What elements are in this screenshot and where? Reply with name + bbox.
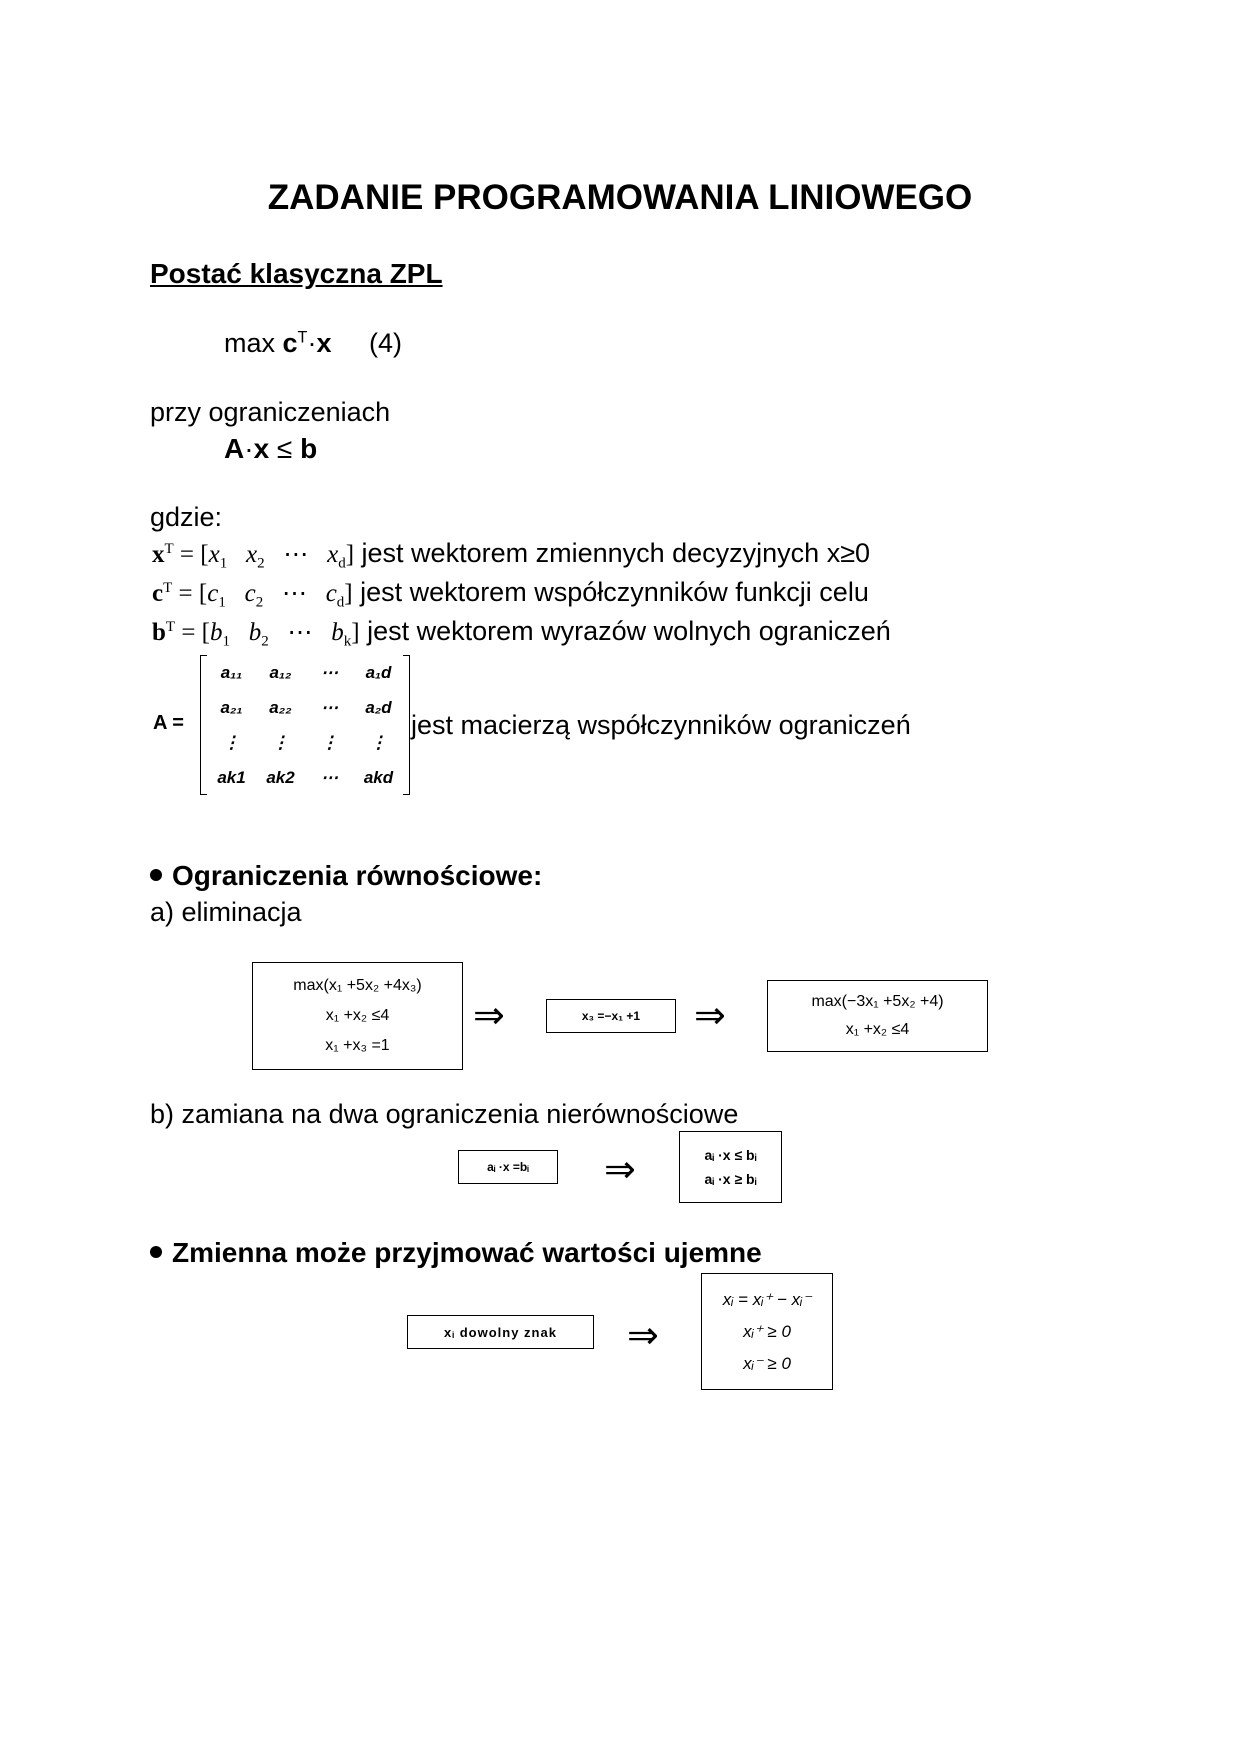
bullet-equality-constraints — [150, 860, 542, 892]
formula-token: = [ — [175, 619, 211, 646]
elimination-original-box — [252, 962, 463, 1070]
constraint-formula — [224, 433, 317, 465]
bullet-text: Zmienna może przyjmować wartości ujemne — [172, 1237, 762, 1268]
bullet-text: Ograniczenia równościowe: — [172, 860, 543, 891]
formula-token: ≤ — [269, 433, 301, 464]
definition-text: jest wektorem współczynników funkcji celu — [360, 577, 869, 607]
formula-token — [227, 541, 246, 568]
objective-formula — [224, 328, 402, 359]
box-line: max(−3x₁ +5x₂ +4) — [811, 993, 944, 1010]
matrix-cell: akd — [363, 767, 394, 787]
bullet-icon — [150, 1246, 162, 1258]
bullet-icon — [150, 869, 162, 881]
formula-token: $x_2$ — [245, 541, 265, 572]
box-line: x₁ +x₂ ≤4 — [845, 1021, 910, 1038]
formula-token: · — [307, 328, 317, 358]
formula-token: $x_d$ — [327, 541, 346, 572]
box-line: x₁ +x₃ =1 — [325, 1037, 390, 1054]
formula-token: $c_2$ — [244, 580, 264, 611]
matrix-cell: ak2 — [266, 767, 295, 787]
formula-token: $c^T$ — [282, 328, 308, 358]
implies-arrow: ⇒ — [473, 993, 505, 1037]
variable-split-box — [701, 1273, 833, 1390]
implies-arrow: ⇒ — [694, 993, 726, 1037]
formula-token: A — [224, 433, 245, 464]
subheading-elimination: a) eliminacja — [150, 897, 302, 927]
formula-token: ] — [345, 541, 355, 568]
inequalities-box — [679, 1131, 782, 1203]
matrix-cell: a₂₂ — [269, 697, 292, 717]
formula-token: ] — [344, 580, 353, 607]
definition-text: jest wektorem wyrazów wolnych ograniczeń — [367, 616, 891, 646]
definition-text: jest wektorem zmiennych decyzyjnych x≥0 — [361, 538, 871, 568]
formula-token: = [ — [172, 580, 208, 607]
formula-token: x — [316, 328, 332, 358]
matrix-cell: a₂₁ — [220, 697, 243, 717]
vector-c-formula — [152, 580, 353, 611]
box-line: xᵢ⁺ ≥ 0 — [743, 1321, 791, 1341]
matrix-description: jest macierzą współczynników ograniczeń — [411, 710, 911, 740]
matrix-cell: ⋮ — [223, 732, 240, 752]
implies-arrow: ⇒ — [627, 1313, 659, 1357]
bullet-negative-values — [150, 1237, 762, 1269]
box-line: aᵢ ·x =bᵢ — [487, 1160, 529, 1174]
substitution-box — [546, 999, 676, 1033]
matrix-cell: ⋯ — [321, 662, 338, 682]
matrix-cell: a₂d — [365, 697, 392, 717]
definition-b — [152, 616, 891, 650]
formula-token: · — [244, 433, 254, 464]
box-line: aᵢ ·x ≥ bᵢ — [704, 1171, 757, 1187]
matrix-cell: a₁d — [365, 662, 392, 682]
vector-b-formula — [152, 619, 360, 650]
matrix-cell: a₁₁ — [220, 662, 243, 682]
elimination-result-box — [767, 980, 988, 1052]
formula-token: max — [224, 328, 283, 358]
formula-token — [226, 580, 245, 607]
box-line: xᵢ⁻ ≥ 0 — [743, 1353, 791, 1373]
implies-arrow: ⇒ — [604, 1147, 636, 1191]
definition-x — [152, 538, 870, 572]
free-variable-box — [407, 1315, 594, 1349]
box-line: max(x₁ +5x₂ +4x₃) — [293, 977, 422, 994]
equality-box — [458, 1150, 558, 1184]
matrix-a — [200, 655, 410, 795]
constraints-label: przy ograniczeniach — [150, 397, 391, 427]
where-label: gdzie: — [150, 502, 223, 532]
formula-token — [230, 619, 249, 646]
matrix-cell: ⋯ — [321, 767, 338, 787]
formula-token: = [ — [173, 541, 209, 568]
section-heading: Postać klasyczna ZPL — [150, 258, 443, 289]
formula-token: $x^T$ — [152, 541, 174, 568]
box-line: xᵢ dowolny znak — [444, 1324, 557, 1340]
matrix-cell: ⋮ — [321, 732, 338, 752]
matrix-cell: a₁₂ — [269, 662, 292, 682]
formula-token: ⋯ — [268, 619, 332, 646]
matrix-cell: ⋮ — [370, 732, 387, 752]
formula-token: b — [300, 433, 318, 464]
formula-token: $c_d$ — [325, 580, 345, 611]
page-title: ZADANIE PROGRAMOWANIA LINIOWEGO — [267, 178, 973, 217]
formula-token: $x_1$ — [208, 541, 228, 572]
vector-x-formula — [152, 541, 355, 572]
definition-c — [152, 577, 869, 611]
box-line: x₁ +x₂ ≤4 — [325, 1007, 390, 1024]
subheading-split: b) zamiana na dwa ograniczenia nierównościowe — [150, 1099, 739, 1129]
matrix-cell: ak1 — [217, 767, 246, 787]
box-line: xᵢ = xᵢ⁺ − xᵢ⁻ — [722, 1289, 812, 1309]
formula-token: (4) — [331, 328, 402, 358]
formula-token: ⋯ — [264, 541, 328, 568]
box-line: x₃ =−x₁ +1 — [581, 1009, 641, 1023]
matrix-cell: ⋯ — [321, 697, 338, 717]
matrix-name: A = — [153, 712, 184, 734]
formula-token: x — [253, 433, 270, 464]
formula-token: ⋯ — [263, 580, 326, 607]
formula-token: $b_2$ — [248, 619, 269, 650]
formula-token: ] — [351, 619, 360, 646]
formula-token: $b_1$ — [210, 619, 231, 650]
box-line: aᵢ ·x ≤ bᵢ — [704, 1147, 757, 1163]
formula-token: $b^T$ — [152, 619, 176, 646]
formula-token: $b_k$ — [331, 619, 352, 650]
matrix-cell: ⋮ — [272, 732, 289, 752]
formula-token: $c_1$ — [207, 580, 226, 611]
formula-token: $c^T$ — [152, 580, 173, 607]
